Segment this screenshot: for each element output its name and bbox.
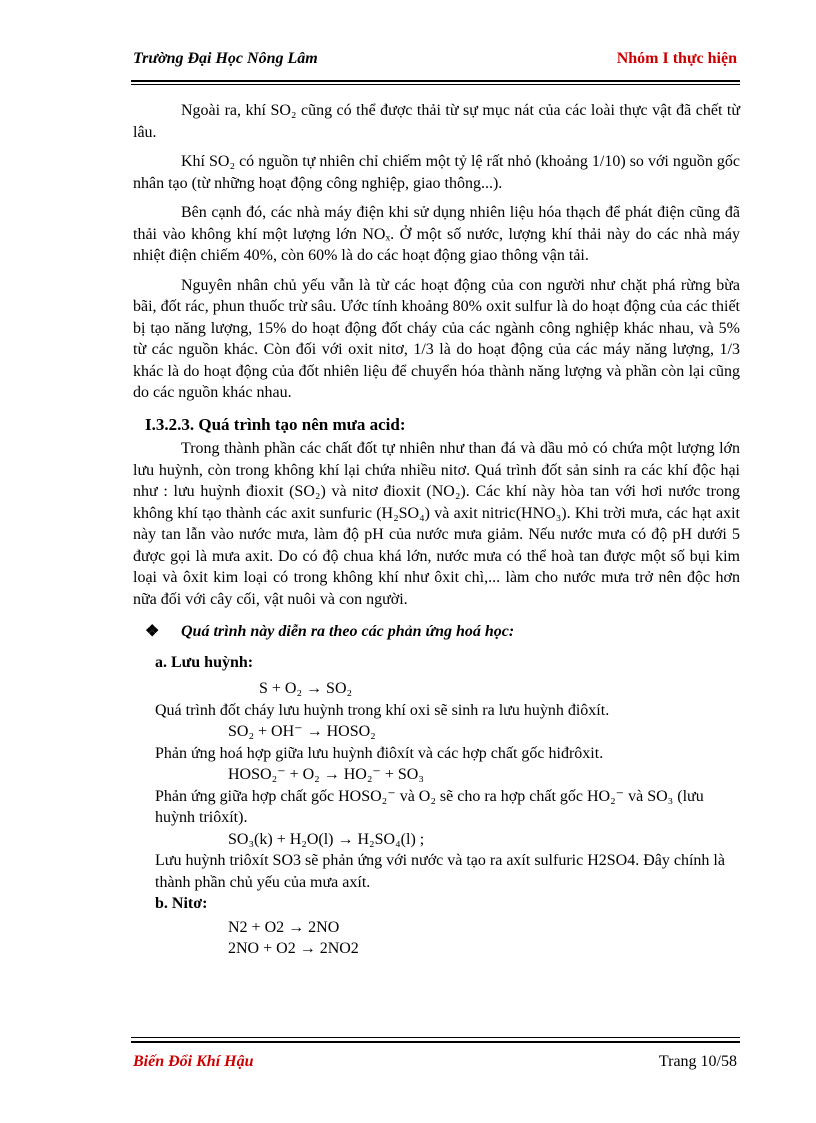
paragraph-3: Bên cạnh đó, các nhà máy điện khi sử dụng nhiên liệu hóa thạch để phát điện cũng đã thải vào không khí một lượng lớn NOₓ. Ở một số nước, lượng khí thải này do các nhà máy nhiệt điện chiếm 40%, còn 60% là do các hoạt động giao thông vận tải. (133, 204, 740, 264)
sulfur-description-1: Quá trình đốt cháy lưu huỳnh trong khí oxi sẽ sinh ra lưu huỳnh điôxít. (155, 701, 610, 719)
footer-topic: Biến Đổi Khí Hậu (133, 1053, 254, 1070)
sulfur-title: a. Lưu huỳnh: (155, 653, 254, 671)
header-group: Nhóm I thực hiện (616, 50, 737, 67)
nitrogen-title: b. Nitơ: (155, 895, 208, 912)
nitrogen-equation-1: N2 + O2 → 2NO (228, 918, 340, 936)
diamond-bullet-icon: ❖ (145, 623, 160, 640)
paragraph-1: Ngoài ra, khí SO₂ cũng có thể được thải từ sự mục nát của các loài thực vật đã chết từ lâu. (133, 102, 740, 141)
footer-rule (131, 1041, 740, 1043)
paragraph-2: Khí SO₂ có nguồn tự nhiên chỉ chiếm một tỷ lệ rất nhỏ (khoảng 1/10) so với nguồn gốc nhân tạo (từ những hoạt động công nghiệp, giao thông...). (133, 153, 740, 192)
sulfur-equation-3: HOSO₂⁻ + O₂ → HO₂⁻ + SO₃ (228, 766, 424, 783)
sulfur-equation-1: S + O₂ → SO₂ (259, 680, 353, 697)
section-heading: I.3.2.3. Quá trình tạo nên mưa acid: (145, 414, 406, 434)
header-school: Trường Đại Học Nông Lâm (133, 50, 318, 67)
sulfur-description-4: Lưu huỳnh triôxít SO3 sẽ phản ứng với nước và tạo ra axít sulfuric H2SO4. Đây chính là thành phần chủ yếu của mưa axít. (155, 852, 725, 891)
sulfur-description-2: Phản ứng hoá hợp giữa lưu huỳnh điôxít và các hợp chất gốc hiđrôxit. (155, 744, 604, 762)
header-rule (131, 80, 740, 82)
paragraph-4: Nguyên nhân chủ yếu vẫn là từ các hoạt động của con người như chặt phá rừng bừa bãi, đốt rác, phun thuốc trừ sâu. Ước tính khoảng 80% oxit sulfur là do hoạt động của các thiết bị tạo năng lượng, 15% do hoạt động đốt cháy của các ngành công nghiệp khác nhau, và 5% từ các nguồn khác. Còn đối với oxit nitơ, 1/3 là do hoạt động của các máy năng lượng, 1/3 khác là do hoạt động của đốt nhiên liệu để chuyển hóa thành năng lượng và phần còn lại cũng do các nguồn khác nhau. (133, 276, 740, 401)
sulfur-equation-4: SO₃(k) + H₂O(l) → H₂SO₄(l) ; (228, 830, 425, 848)
sulfur-description-3: Phản ứng giữa hợp chất gốc HOSO₂⁻ và O₂ sẽ cho ra hợp chất gốc HO₂⁻ và SO₃ (lưu huỳnh triôxít). (155, 787, 704, 826)
bullet-heading (145, 621, 740, 643)
page-number: Trang 10/58 (658, 1053, 737, 1070)
paragraph-5: Trong thành phần các chất đốt tự nhiên như than đá và dầu mỏ có chứa một lượng lớn lưu huỳnh, còn trong không khí lại chứa nhiều nitơ. Quá trình đốt sản sinh ra các khí độc hại như : lưu huỳnh đioxit (SO₂) và nitơ đioxit (NO₂). Các khí này hòa tan với hơi nước trong không khí tạo thành các axit sunfuric (H₂SO₄) và axit nitric(HNO₃). Khi trời mưa, các hạt axit này tan lẫn vào nước mưa, làm độ pH của nước mưa giảm. Nếu nước mưa có độ pH dưới 5 được gọi là mưa axit. Do có độ chua khá lớn, nước mưa có thể hoà tan được một số bụi kim loại và ôxit kim loại có trong không khí như ôxit chì,... làm cho nước mưa trở nên độc hơn nữa đối với cây cối, vật nuôi và con người. (133, 440, 740, 608)
page-body (133, 100, 740, 960)
nitrogen-equation-2: 2NO + O2 → 2NO2 (228, 940, 359, 957)
bullet-heading-text: Quá trình này diễn ra theo các phản ứng hoá học: (181, 623, 515, 640)
sulfur-equation-2: SO₂ + OH⁻ → HOSO₂ (228, 723, 376, 740)
header-rule-thin (131, 84, 740, 85)
footer-rule-thin (131, 1037, 740, 1038)
